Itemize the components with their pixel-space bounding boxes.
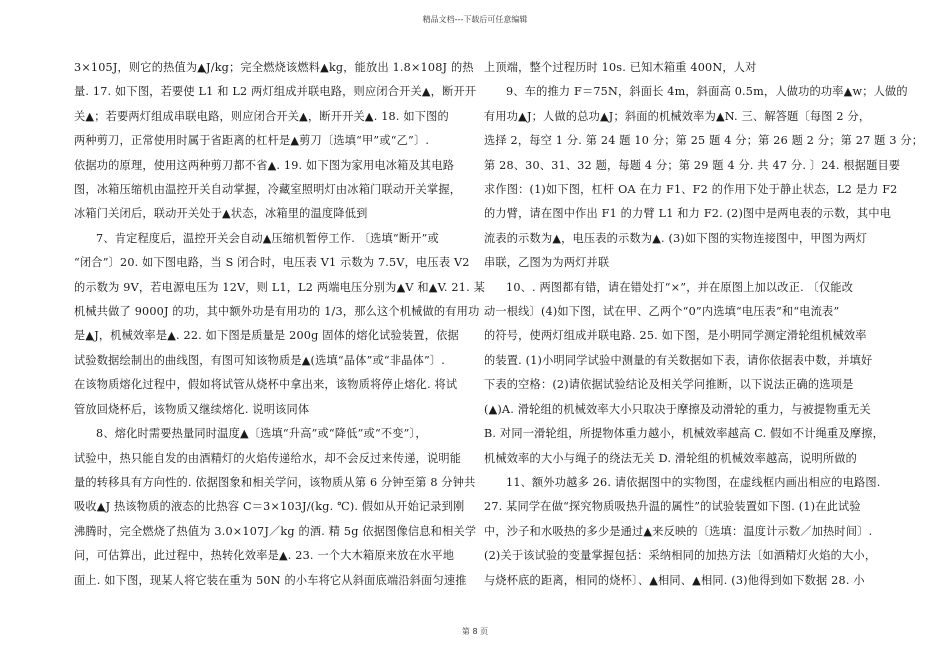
text-line: (▲)A. 滑轮组的机械效率大小只取决于摩擦及动滑轮的重力，与被提物重无关 bbox=[484, 402, 871, 416]
text-line: 的符号，使两灯组成并联电路. 25. 如下图，是小明同学测定滑轮组机械效率 bbox=[484, 329, 867, 343]
text-line: 7、肯定程度后，温控开关会自动▲压缩机暂停工作. 〔选填“断开”或 bbox=[96, 231, 439, 245]
text-line: 上顶端，整个过程历时 10s. 已知木箱重 400N，人对 bbox=[484, 61, 757, 74]
text-line: 10、. 两图都有错，请在错处打“×”，并在原图上加以改正. 〔仅能改 bbox=[506, 280, 854, 294]
text-line: 第 28、30、31、32 题，每题 4 分；第 29 题 4 分. 共 47 分. 〕24. 根据题目要 bbox=[484, 158, 901, 172]
text-line: 选择 2，每空 1 分. 第 24 题 10 分；第 25 题 4 分；第 26 题 2 分；第 27 题 3 分； bbox=[484, 134, 924, 148]
text-line: 沸腾时，完全燃烧了热值为 3.0×107J／kg 的酒. 精 5g 依据图像信息和相关学 bbox=[74, 524, 477, 538]
right-column bbox=[484, 56, 924, 593]
text-line: 在该物质熔化过程中，假如将试管从烧杯中拿出来，该物质将停止熔化. 将试 bbox=[74, 378, 458, 392]
text-line: 量的转移具有方向性的. 依据图象和相关学问，该物质从第 6 分钟至第 8 分钟共 bbox=[74, 475, 476, 489]
text-line: 试验中，热只能自发的由酒精灯的火焰传递给水，却不会反过来传递，说明能 bbox=[74, 451, 462, 465]
text-line: 吸收▲J 热该物质的液态的比热容 C＝3×103J/(kg. ℃). 假如从开始记录到刚 bbox=[74, 500, 465, 514]
text-line: 机械共做了 9000J 的功，其中额外功是有用功的 1/3，那么这个机械做的有用功 bbox=[74, 305, 480, 319]
text-line: 有用功▲J；人做的总功▲J；斜面的机械效率为▲N. 三、解答题〔每图 2 分， bbox=[484, 109, 871, 123]
text-line: 试验数据绘制出的曲线图，有图可知该物质是▲(选填“晶体”或“非晶体”〕. bbox=[74, 353, 446, 367]
text-line: 求作图：(1)如下图，杠杆 OA 在力 F1、F2 的作用下处于静止状态，L2 是力 F2 bbox=[484, 183, 898, 197]
text-line: 问，可估算出，此过程中，热转化效率是▲. 23. 一个大木箱原来放在水平地 bbox=[74, 549, 455, 563]
text-line: 流表的示数为▲，电压表的示数为▲. (3)如下图的实物连接图中，甲图为两灯 bbox=[484, 231, 868, 245]
text-line: 串联，乙图为为两灯并联 bbox=[484, 256, 610, 270]
text-line: 中，沙子和水吸热的多少是通过▲来反映的〔选填：温度计示数／加热时间〕. bbox=[484, 524, 873, 538]
text-line: 的力臂，请在图中作出 F1 的力臂 L1 和力 F2. (2)图中是两电表的示数，其中电 bbox=[484, 207, 892, 221]
text-line: 关▲；若要两灯组成串联电路，则应闭合开关▲，断开开关▲. 18. 如下图的 bbox=[74, 109, 449, 123]
text-line: 面上. 如下图，现某人将它装在重为 50N 的小车将它从斜面底端沿斜面匀速推 bbox=[74, 573, 467, 587]
text-line: 3×105J，则它的热值为▲J/kg；完全燃烧该燃料▲kg，能放出 1.8×108J 的热 bbox=[74, 61, 474, 74]
text-line: 是▲J，机械效率是▲. 22. 如下图是质量是 200g 固体的熔化试验装置，依据 bbox=[74, 329, 459, 343]
text-line: 下表的空格：(2)请依据试验结论及相关学问推断，以下说法正确的选项是 bbox=[484, 378, 854, 392]
text-line: 依据功的原理，使用这两种剪刀都不省▲. 19. 如下图为家用电冰箱及其电路 bbox=[74, 158, 455, 172]
page-header: 精品文档---下载后可任意编辑 bbox=[422, 15, 528, 24]
text-line: 图，冰箱压缩机由温控开关自动掌握，冷藏室照明灯由冰箱门联动开关掌握， bbox=[74, 183, 462, 197]
text-line: 两种剪刀，正常使用时属于省距离的杠杆是▲剪刀〔选填“甲”或“乙”〕. bbox=[74, 134, 430, 148]
text-line: 与烧杯底的距离，相同的烧杯〕、▲相同、▲相同. (3)他得到如下数据 28. 小 bbox=[484, 573, 865, 587]
page-footer: 第 8 页 bbox=[461, 627, 489, 636]
text-line: 11、额外功越多 26. 请依据图中的实物图，在虚线框内画出相应的电路图. bbox=[506, 475, 881, 489]
text-line: 27. 某同学在做“探究物质吸热升温的属性”的试验装置如下图. (1)在此试验 bbox=[484, 500, 861, 514]
text-line: 量. 17. 如下图，若要使 L1 和 L2 两灯组成并联电路，则应闭合开关▲，断开开 bbox=[74, 85, 477, 99]
text-line: 机械效率的大小与绳子的绕法无关 D. 滑轮组的机械效率越高，说明所做的 bbox=[484, 451, 858, 465]
text-line: 冰箱门关闭后，联动开关处于▲状态，冰箱里的温度降低到 bbox=[74, 207, 368, 221]
text-line: 的示数为 9V，若电源电压为 12V，则 L1，L2 两端电压分别为▲V 和▲V. 21. 某 bbox=[74, 280, 485, 294]
text-line: (2)关于该试验的变量掌握包括：采纳相同的加热方法〔如酒精灯火焰的大小， bbox=[484, 549, 877, 563]
text-line: B. 对同一滑轮组，所提物体重力越小，机械效率越高 C. 假如不计绳重及摩擦， bbox=[484, 427, 884, 441]
text-line: 8、熔化时需要热量同时温度▲〔选填“升高”或“降低”或“不变”〕， bbox=[96, 427, 427, 441]
text-line: “闭合”〕20. 如下图电路，当 S 闭合时，电压表 V1 示数为 7.5V，电压表 V2 bbox=[74, 256, 470, 270]
text-line: 管放回烧杯后，该物质又继续熔化. 说明该同体 bbox=[74, 402, 310, 416]
text-line: 动一根线〕(4)如下图，试在甲、乙两个“0”内选填“电压表”和“电流表” bbox=[484, 305, 840, 319]
left-column bbox=[74, 56, 485, 593]
text-line: 9、车的推力 F＝75N，斜面长 4m，斜面高 0.5m，人做功的功率▲w；人做的 bbox=[506, 85, 908, 99]
text-line: 的装置. (1)小明同学试验中测量的有关数据如下表，请你依据表中数，并填好 bbox=[484, 353, 873, 367]
